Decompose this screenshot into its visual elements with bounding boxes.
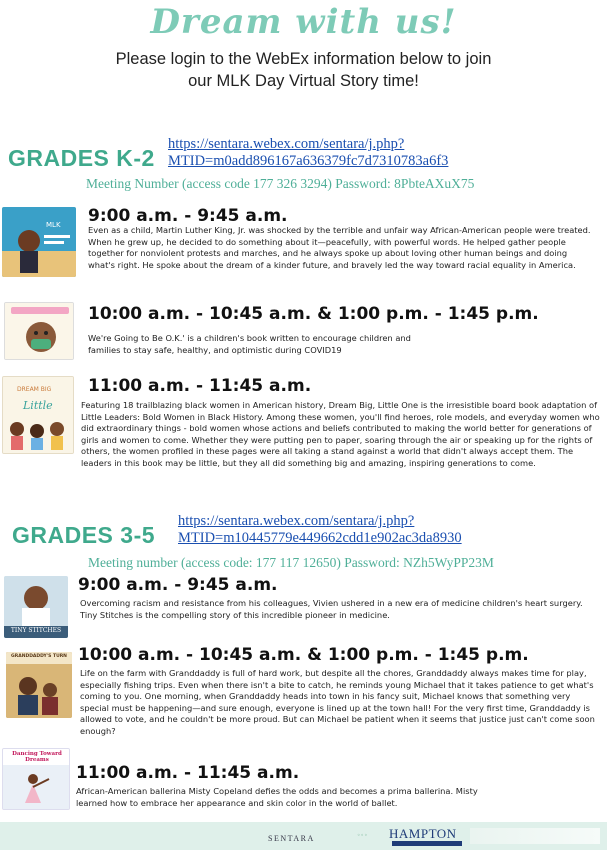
session-desc-k2-1: Even as a child, Martin Luther King, Jr. was shocked by the terrible and unfair way African-American people were treated. When he grew up, he decided to do something about it—peacefully, with powerful words. He helped gather people together for nonviolent protests and marches, and he always spoke up about loving other human beings and doing what's right. He spoke about the dream of a kinder future, and bravely led the way toward racial equality in America. (88, 225, 591, 270)
session-time-k2-1: 9:00 a.m. - 9:45 a.m. (88, 206, 288, 226)
footer-logo-hampton-bar (392, 841, 462, 846)
footer-logo-hampton: HAMPTON (389, 826, 457, 841)
webex-link-35-line2: MTID=m10445779e449662cdd1e902ac3da8930 (178, 530, 462, 546)
meeting-info-35: Meeting number (access code: 177 117 12650) Password: NZh5WyPP23M (88, 555, 494, 570)
grade-heading-35: GRADES 3-5 (12, 522, 156, 548)
session-desc-k2-3: Featuring 18 trailblazing black women in American history, Dream Big, Little One is the irresistible board book adaptation of Little Leaders: Bold Women in Black History. Among these women, you'll find heroes, role models, and everyday women who did extraordinary things - bold women whose actions and beliefs contributed to making the world better for generations of girls and women to come. Whether they were putting pen to paper, soaring through the air or speaking up for the rights of others, the women profiled in these pages were all taking a stand against a world that didn't always accept them. The leaders in this book may be little, but they all did something big and amazing, inspiring generations to come. (81, 400, 600, 468)
session-time-35-2: 10:00 a.m. - 10:45 a.m. & 1:00 p.m. - 1:45 p.m. (78, 645, 529, 665)
page-title: Dream with us! (150, 2, 457, 42)
session-time-35-3: 11:00 a.m. - 11:45 a.m. (76, 763, 300, 783)
book-cover-dancing (2, 748, 70, 810)
footer-fade (470, 828, 600, 844)
footer-logo-sentara: SENTARA (268, 834, 315, 843)
intro-line-2: our MLK Day Virtual Story time! (188, 72, 419, 90)
session-time-k2-3: 11:00 a.m. - 11:45 a.m. (88, 376, 312, 396)
webex-link-k2-line2: MTID=m0add896167a636379fc7d7310783a6f3 (168, 153, 449, 169)
book-title-granddaddy: GRANDDADDY'S TURN (11, 654, 67, 659)
footer-logo-partner: ◦◦◦ (357, 832, 368, 839)
webex-link-35[interactable] (178, 513, 462, 547)
svg-text:Little: Little (23, 399, 53, 412)
session-time-35-1: 9:00 a.m. - 9:45 a.m. (78, 575, 278, 595)
intro-line-1: Please login to the WebEx information below to join (115, 50, 492, 68)
webex-link-k2-line1: https://sentara.webex.com/sentara/j.php? (168, 136, 405, 152)
intro-text (0, 48, 607, 92)
grade-heading-k2: GRADES K-2 (8, 145, 155, 171)
svg-text:DREAM BIG: DREAM BIG (17, 386, 52, 393)
book-title-dancing: Dancing Toward Dreams (12, 751, 62, 763)
session-desc-k2-2: We're Going to Be O.K.' is a children's book written to encourage children and families to stay safe, healthy, and optimistic during COVID19 (88, 333, 411, 355)
webex-link-35-line1: https://sentara.webex.com/sentara/j.php? (178, 513, 415, 529)
session-desc-35-1: Overcoming racism and resistance from his colleagues, Vivien ushered in a new era of medicine children's heart surgery. Tiny Stitches is the compelling story of this incredible pioneer in medicine. (80, 598, 583, 620)
session-desc-35-2: Life on the farm with Granddaddy is full of hard work, but despite all the chores, Granddaddy always makes time for play, especially fishing trips. Even when there isn't a bite to catch, he reminds young Michael that it takes patience to get what's coming to you. One morning, when Granddaddy heads into town in his fancy suit, Michael knows that something very special must be happening—and sure enough, everyone is lined up at the town hall! For the very first time, Granddaddy is allowed to vote, and he couldn't be more proud. But can Michael be patient when it seems that justice just can't come soon enough? (80, 668, 595, 736)
svg-text:MLK: MLK (46, 221, 61, 229)
book-cover-ok (4, 302, 74, 360)
session-time-k2-2: 10:00 a.m. - 10:45 a.m. & 1:00 p.m. - 1:45 p.m. (88, 304, 539, 324)
book-cover-dream-big (2, 376, 74, 454)
book-cover-tiny-stitches (4, 576, 68, 638)
session-desc-35-3: African-American ballerina Misty Copeland defies the odds and becomes a prima ballerina. Misty learned how to embrace her appearance and skin color in the world of ballet. (76, 786, 478, 808)
meeting-info-k2: Meeting Number (access code 177 326 3294) Password: 8PbteAXuX75 (86, 176, 475, 191)
book-title-tiny-stitches: TINY STITCHES (10, 627, 62, 634)
book-cover-mlk (2, 207, 76, 277)
webex-link-k2[interactable] (168, 136, 448, 170)
book-cover-granddaddy (6, 652, 72, 718)
